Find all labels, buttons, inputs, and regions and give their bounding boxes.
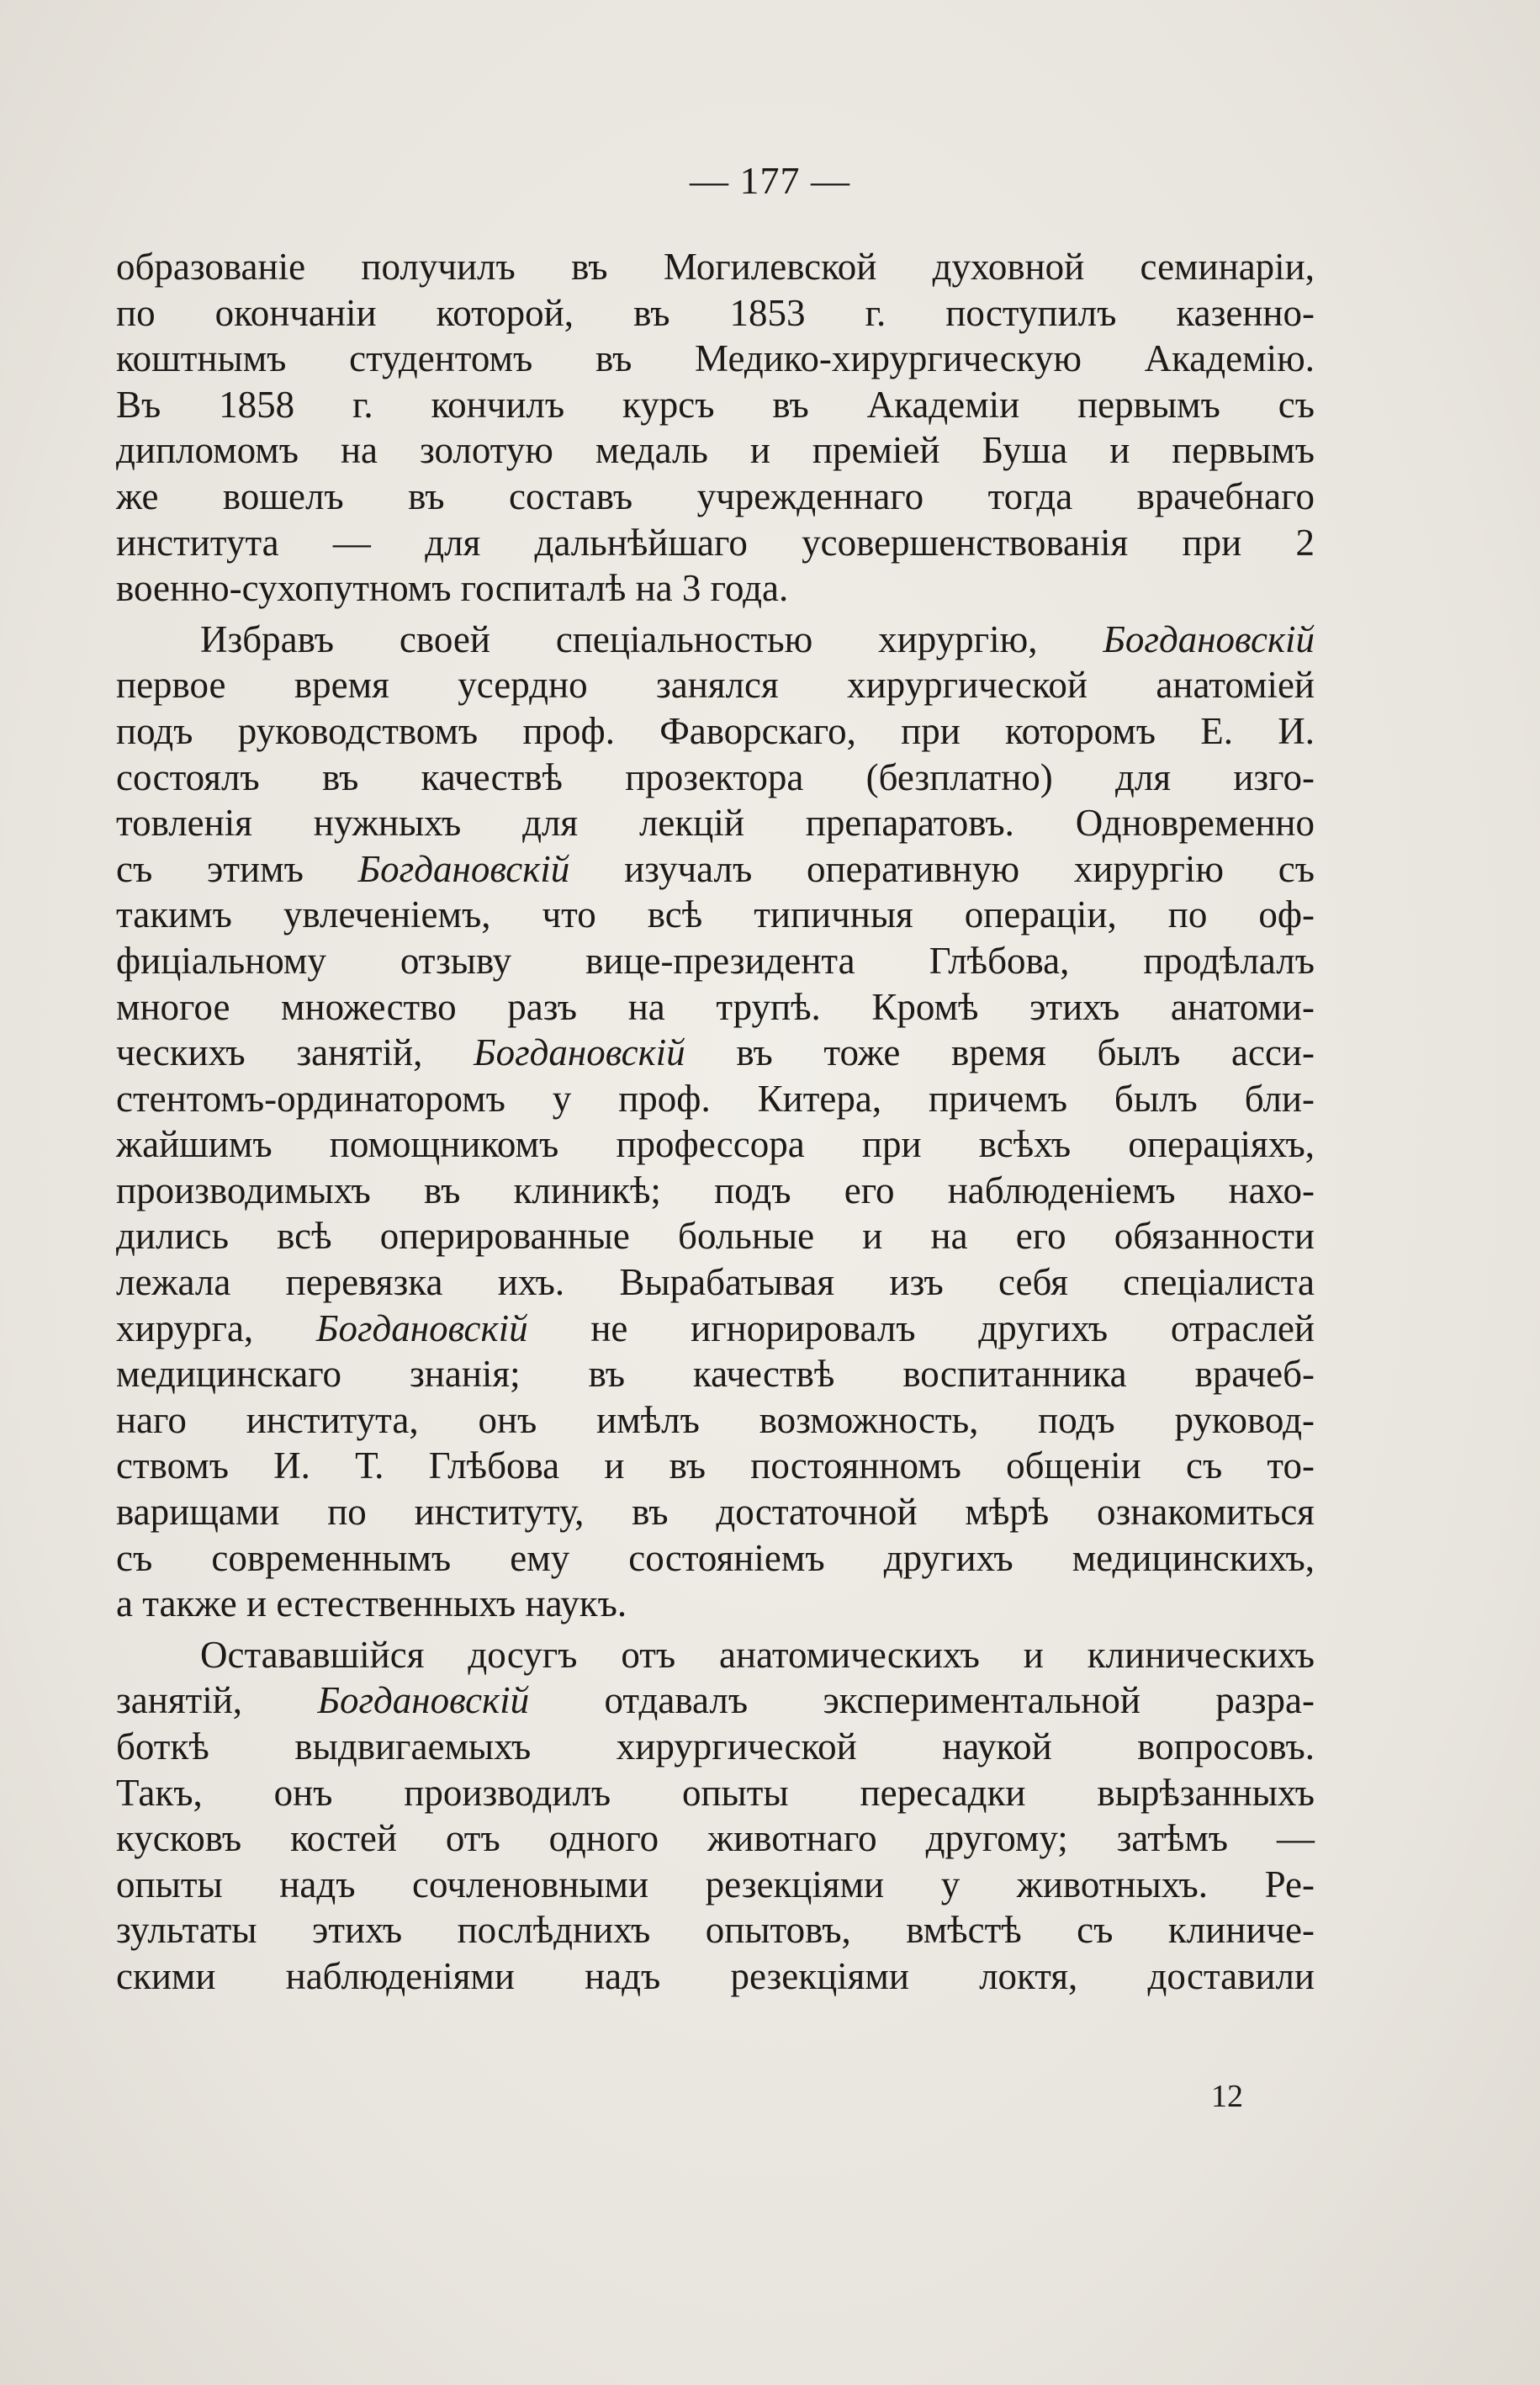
text-line: коштнымъ студентомъ въ Медико-хирургическую Академію. [116,337,1315,380]
text-line: съ современнымъ ему состояніемъ другихъ медицинскихъ, [116,1536,1315,1579]
text-line: Такъ, онъ производилъ опыты пересадки вырѣзанныхъ [116,1771,1315,1814]
text-line: первое время усердно занялся хирургической анатоміей [116,664,1315,707]
italic-surname: Богдановскій [315,1306,528,1349]
paragraph-2 [116,617,1315,1627]
text-line: фиціальному отзыву вице-президента Глѣбова, продѣлалъ [116,939,1315,982]
text-line: съ этимъ Богдановскій изучалъ оперативную хирургію съ [116,847,1315,890]
text-line: стентомъ-ординаторомъ у проф. Китера, причемъ былъ бли- [116,1077,1315,1120]
italic-surname: Богдановскій [317,1679,530,1722]
text-line: по окончаніи которой, въ 1853 г. поступилъ казенно- [116,291,1315,334]
text-line: боткѣ выдвигаемыхъ хирургической наукой вопросовъ. [116,1725,1315,1768]
text-line: зультаты этихъ послѣднихъ опытовъ, вмѣстѣ съ клиниче- [116,1909,1315,1952]
text-line: а также и естественныхъ наукъ. [116,1582,627,1625]
text-line: медицинскаго знанія; въ качествѣ воспитанника врачеб- [116,1353,1315,1396]
text-line: варищами по институту, въ достаточной мѣрѣ ознакомиться [116,1491,1315,1534]
signature-mark: 12 [1211,2079,1243,2114]
body-text [116,244,1315,2000]
text-line: такимъ увлеченіемъ, что всѣ типичныя операціи, по оф- [116,893,1315,936]
text-line: дипломомъ на золотую медаль и преміей Буша и первымъ [116,429,1315,472]
text-line: состоялъ въ качествѣ прозектора (безплатно) для изго- [116,755,1315,798]
text-line: кусковъ костей отъ одного животнаго другому; затѣмъ — [116,1817,1315,1860]
text-line: дились всѣ оперированные больные и на его обязанности [116,1215,1315,1258]
text-line: Въ 1858 г. кончилъ курсъ въ Академіи первымъ съ [116,383,1315,426]
text-line: наго института, онъ имѣлъ возможность, подъ руковод- [116,1398,1315,1441]
text-line: товленія нужныхъ для лекцій препаратовъ. Одновременно [116,802,1315,845]
text-line: многое множество разъ на трупѣ. Кромѣ этихъ анатоми- [116,985,1315,1028]
text-line: подъ руководствомъ проф. Фаворскаго, при которомъ Е. И. [116,709,1315,752]
text-line: военно-сухопутномъ госпиталѣ на 3 года. [116,567,789,610]
paragraph-1 [116,244,1315,612]
italic-surname: Богдановскій [474,1031,685,1074]
text-line: Остававшійся досугъ отъ анатомическихъ и клиническихъ [200,1633,1315,1676]
text-line: занятій, Богдановскій отдавалъ экспериментальной разра- [116,1679,1315,1722]
italic-surname: Богдановскій [1103,617,1315,660]
page-number: — 177 — [690,159,850,202]
text-line: жайшимъ помощникомъ профессора при всѣхъ операціяхъ, [116,1123,1315,1166]
text-line: хирурга, Богдановскій не игнорировалъ другихъ отраслей [116,1306,1315,1349]
text-line: производимыхъ въ клиникѣ; подъ его наблюденіемъ нахо- [116,1169,1315,1211]
text-line: лежала перевязка ихъ. Вырабатывая изъ себя спеціалиста [116,1261,1315,1304]
text-line: же вошелъ въ составъ учрежденнаго тогда врачебнаго [116,474,1315,517]
text-line: скими наблюденіями надъ резекціями локтя, доставили [116,1954,1315,1997]
text-line: института — для дальнѣйшаго усовершенствованія при 2 [116,521,1315,564]
italic-surname: Богдановскій [357,847,570,890]
text-line: Избравъ своей спеціальностью хирургію, Богдановскій [200,617,1315,660]
text-line: ствомъ И. Т. Глѣбова и въ постоянномъ общеніи съ то- [116,1444,1315,1487]
text-line: ческихъ занятій, Богдановскій въ тоже время былъ асси- [116,1031,1315,1074]
text-line: опыты надъ сочленовными резекціями у животныхъ. Ре- [116,1863,1315,1905]
text-line: образованіе получилъ въ Могилевской духовной семинаріи, [116,246,1315,288]
paragraph-3 [116,1632,1315,2000]
